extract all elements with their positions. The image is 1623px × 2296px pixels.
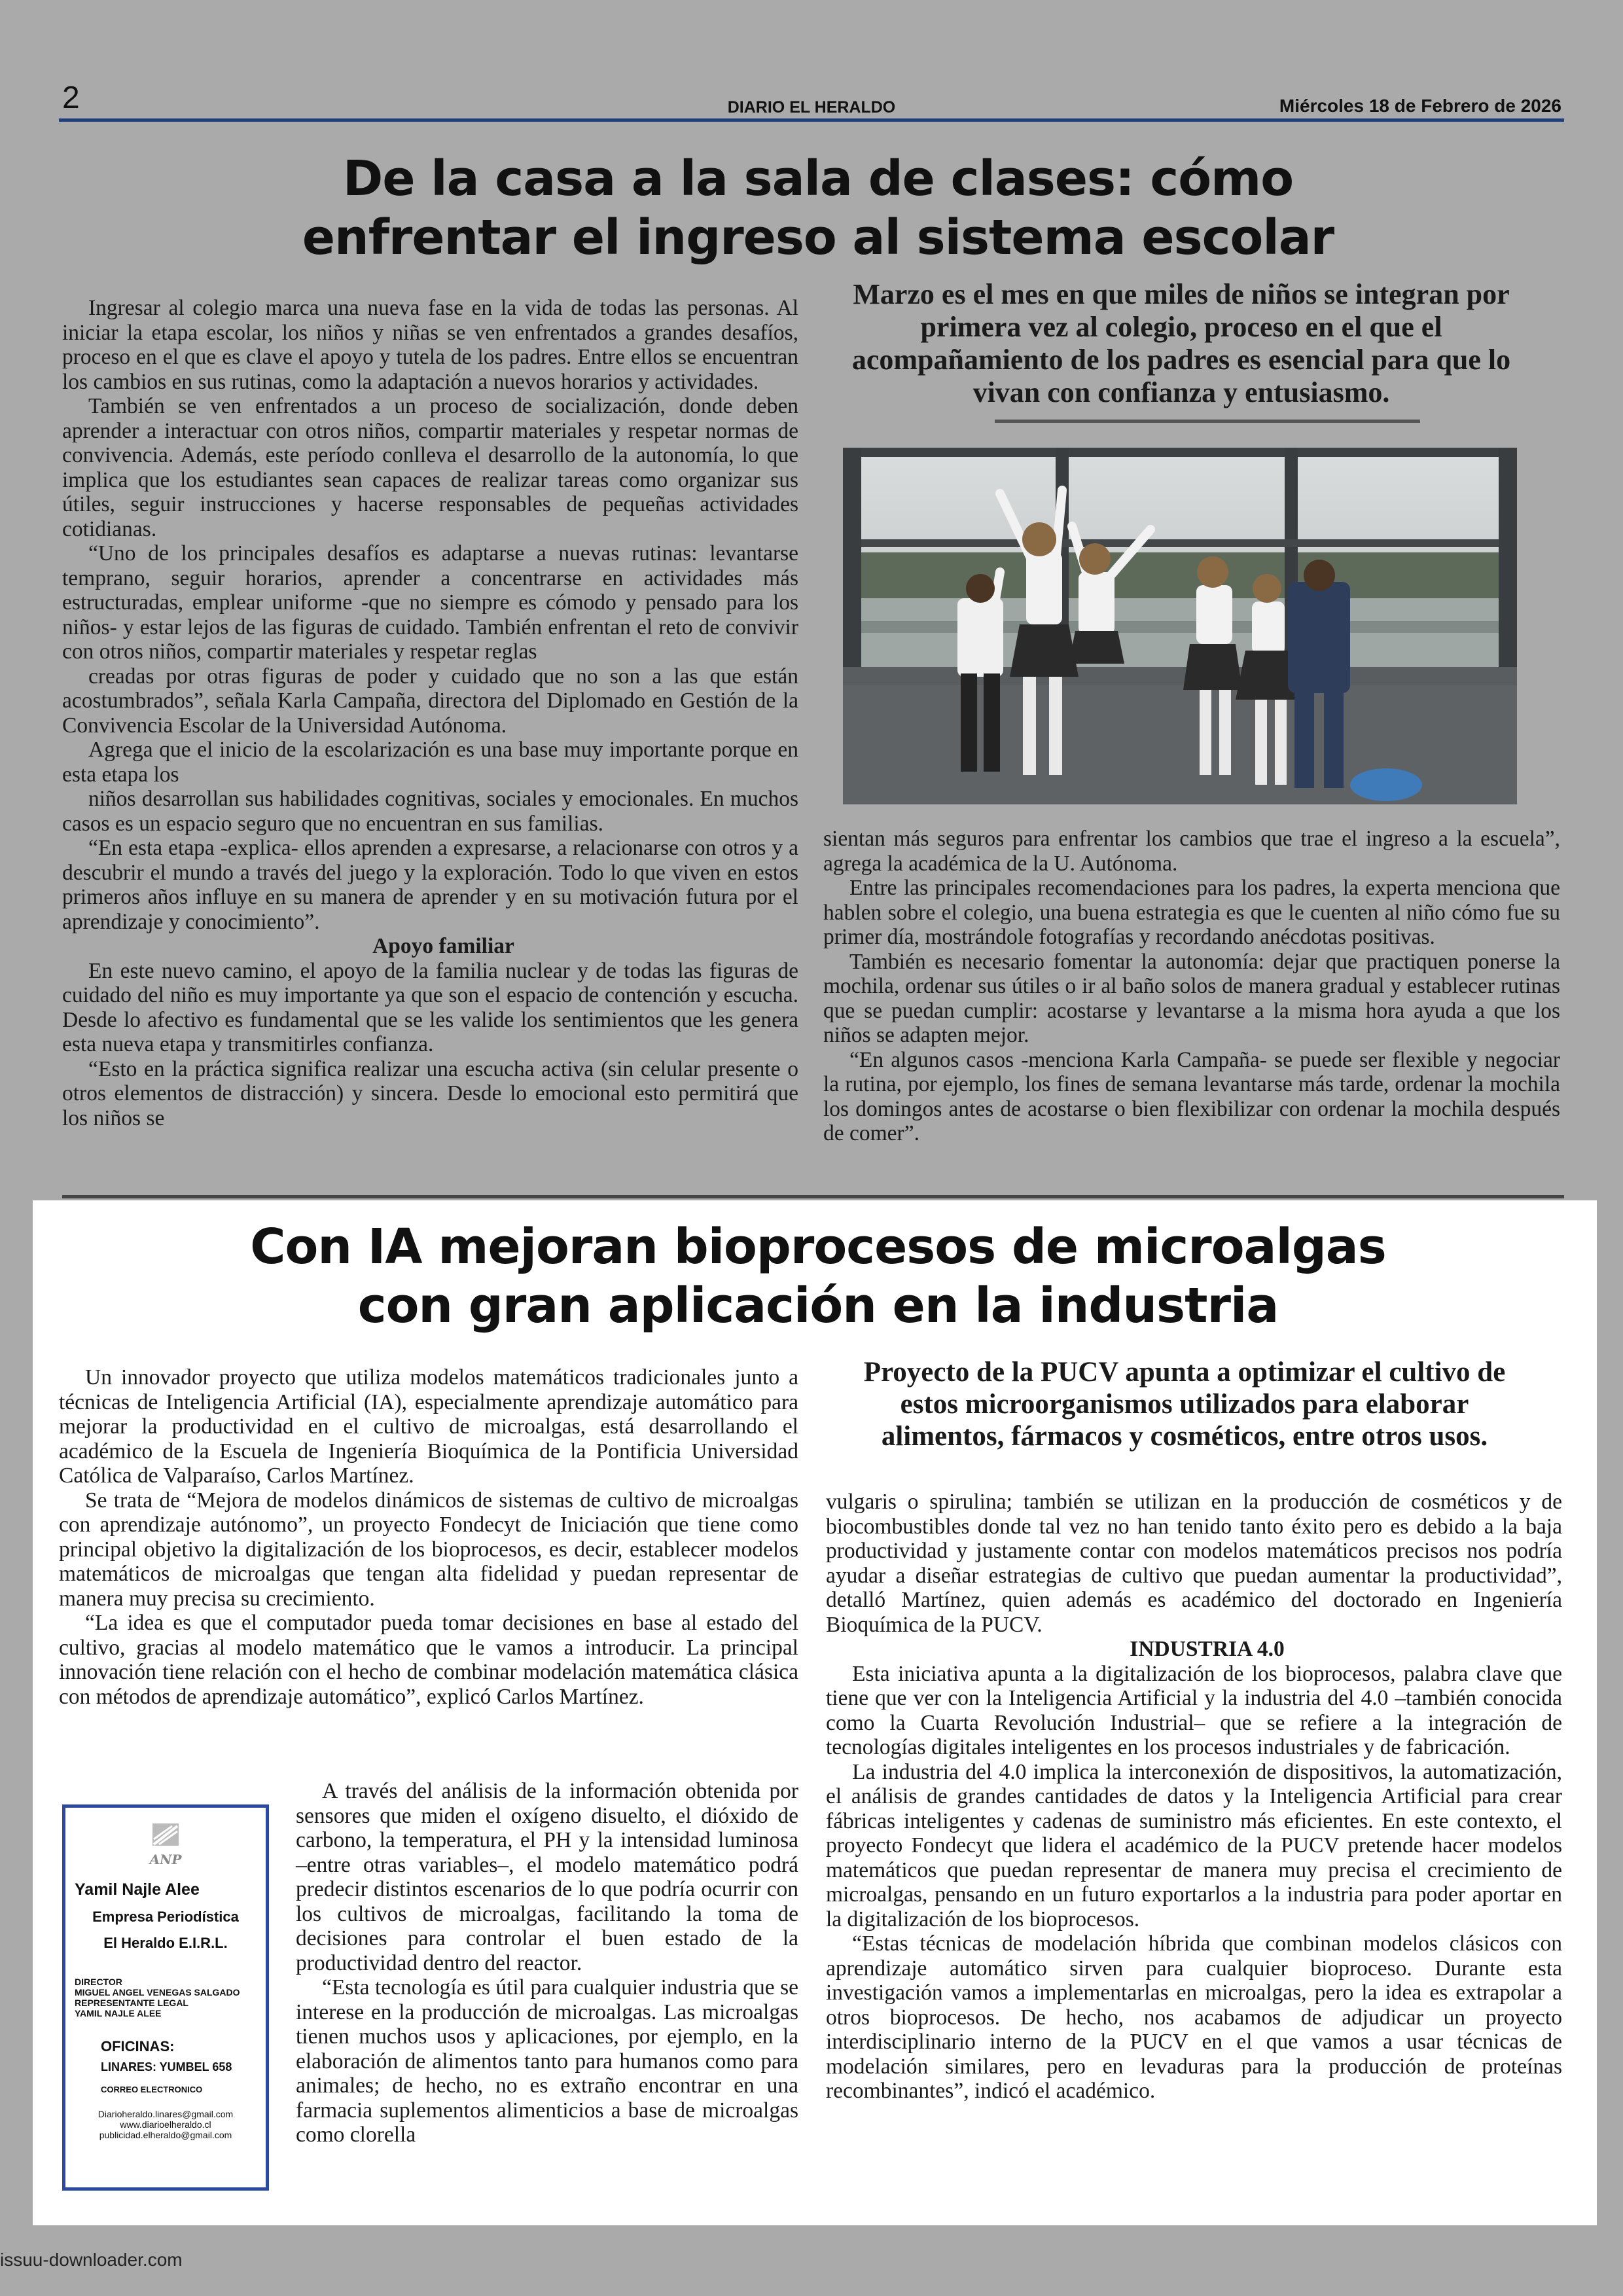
article1-headline-line1: De la casa a la sala de clases: cómo [342, 151, 1294, 207]
article1-paragraph: “Esto en la práctica significa realizar una escucha activa (sin celular presente o otros elementos de distracción) y sincera. Desde lo emocional esto permitirá que los niños se [62, 1056, 798, 1130]
article1-headline-line2: enfrentar el ingreso al sistema escolar [302, 209, 1334, 266]
offices-address: LINARES: YUMBEL 658 [101, 2060, 232, 2073]
page-number: 2 [62, 81, 80, 115]
article1-paragraph: “En algunos casos -menciona Karla Campaña- se puede ser flexible y negociar la rutina, por ejemplo, los fines de semana levantarse más tarde, ordenar la mochila los domingos antes de acostarse o bien flexibilizar con ordenar la mochila después de comer”. [823, 1047, 1560, 1145]
deck-divider [995, 420, 1420, 423]
article2-subhead: INDUSTRIA 4.0 [1130, 1637, 1285, 1661]
article2-headline-line1: Con IA mejoran bioprocesos de microalgas [250, 1219, 1386, 1275]
article2-headline [98, 1217, 1538, 1335]
masthead-website: www.diarioelheraldo.cl [120, 2119, 211, 2130]
issue-date: Miércoles 18 de Febrero de 2026 [1279, 96, 1561, 116]
article1-left-column [62, 296, 798, 1130]
article1-paragraph: “En esta etapa -explica- ellos aprenden a expresarse, a relacionarse con otros y a descubrir el mundo a través del juego y la exploración. Todo lo que viven en estos primeros años influye en su manera de aprender y en su motivación futura por el aprendizaje y conocimiento”. [62, 836, 798, 934]
article1-paragraph: creadas por otras figuras de poder y cuidado que no son a las que están acostumbrados”, señala Karla Campaña, directora del Diplomado en Gestión de la Convivencia Escolar de la Universidad Autónoma. [62, 664, 798, 738]
article1-paragraph: También es necesario fomentar la autonomía: dejar que practiquen ponerse la mochila, ordenar sus útiles o ir al baño solos de manera gradual y establecer rutinas que se puedan cumplir: acostarse y levantarse a la misma hora ayuda a que los niños se adapten mejor. [823, 949, 1560, 1047]
article2-headline-line2: con gran aplicación en la industria [357, 1278, 1279, 1334]
anp-logo-text: ANP [149, 1852, 182, 1867]
article2-paragraph: “Esta tecnología es útil para cualquier industria que se interese en la producción de microalgas. Las microalgas tienen muchos usos y aplicaciones, por ejemplo, en la elaboración de alimentos tanto para humanos como para animales; de hecho, no es extraño encontrar en una farmacia suplementos alimenticios a base de microalgas como clorella [296, 1975, 798, 2147]
article1-paragraph: Ingresar al colegio marca una nueva fase en la vida de todas las personas. Al iniciar la etapa escolar, los niños y niñas se ven enfrentados a grandes desafíos, proceso en el que es clave el apoyo y tutela de los padres. Entre ellos se encuentran los cambios en sus rutinas, como la adaptación a nuevos horarios y actividades. [62, 296, 798, 394]
article2-paragraph: Esta iniciativa apunta a la digitalización de los bioprocesos, palabra clave que tiene que ver con la Inteligencia Artificial y la industria del 4.0 –también conocida como la Cuarta Revolución Industrial– que se refiere a la integración de tecnologías digitales inteligentes en los procesos industriales y de fabricación. [826, 1661, 1562, 1759]
article2-middle-column [296, 1779, 798, 2147]
header-rule [59, 118, 1564, 122]
legal-rep-name: YAMIL NAJLE ALEE [75, 2008, 162, 2018]
anp-logo [75, 1821, 257, 1867]
director-label: DIRECTOR [75, 1977, 122, 1987]
legal-rep-label: REPRESENTANTE LEGAL [75, 1998, 188, 2008]
article2-paragraph: A través del análisis de la información obtenida por sensores que miden el oxígeno disuelto, el dióxido de carbono, la temperatura, el PH y la intensidad luminosa –entre otras variables–, el modelo matemático podrá predecir distintos escenarios de lo que podría ocurrir con los cultivos de microalgas, facilitando la toma de decisiones para controlar el buen estado de la productividad dentro del reactor. [296, 1779, 798, 1975]
email-label: CORREO ELECTRONICO [101, 2085, 203, 2094]
article1-paragraph: Entre las principales recomendaciones para los padres, la experta menciona que hablen sobre el colegio, una buena estrategia es que le cuenten al niño cómo fue su primer día, mostrándole fotografías y recordando anécdotas positivas. [823, 876, 1560, 949]
article1-paragraph: También se ven enfrentados a un proceso de socialización, donde deben aprender a interactuar con otros niños, compartir materiales y respetar normas de convivencia. Además, este período conlleva el desarrollo de la autonomía, lo que implica que los estudiantes sean capaces de realizar tareas como organizar sus útiles, seguir instrucciones y hacerse responsables de pequeñas actividades cotidianas. [62, 394, 798, 541]
masthead-company-line2: El Heraldo E.I.R.L. [103, 1935, 228, 1951]
masthead-email1: Diarioheraldo.linares@gmail.com [98, 2109, 234, 2119]
article2-left-column [59, 1365, 798, 1709]
masthead-box [62, 1804, 269, 2191]
article2-deck: Proyecto de la PUCV apunta a optimizar el cultivo de estos microorganismos utilizados para elaborar alimentos, fármacos y cosméticos, entre otros usos. [863, 1357, 1506, 1452]
offices-label: OFICINAS: [101, 2038, 175, 2054]
watermark-text: issuu-downloader.com [0, 2250, 183, 2270]
article1-paragraph: En este nuevo camino, el apoyo de la familia nuclear y de todas las figuras de cuidado del niño es muy importante ya que son el espacio de contención y escucha. Desde lo afectivo es fundamental que se les valide los sentimientos que les genera esta nueva etapa y transmitirles confianza. [62, 958, 798, 1056]
children-window-photo-art [843, 448, 1517, 804]
masthead-company-line1: Empresa Periodística [92, 1909, 239, 1925]
article-divider [62, 1195, 1564, 1198]
children-window-photo [843, 448, 1517, 804]
article2-paragraph: “Estas técnicas de modelación híbrida que combinan modelos clásicos con aprendizaje automático sirven para cualquier bioproceso. Durante esta investigación vamos a implementarlas en microalgas, pero la idea es extrapolar a otros bioprocesos. De hecho, nos acabamos de adjudicar un proyecto interdisciplinario interno de la PUCV en el que vamos a usar técnicas de modelación similares, pero en levaduras para la producción de proteínas recombinantes”, indicó el académico. [826, 1931, 1562, 2103]
article1-paragraph: Agrega que el inicio de la escolarización es una base muy importante porque en esta etapa los [62, 738, 798, 787]
article1-paragraph: sientan más seguros para enfrentar los cambios que trae el ingreso a la escuela”, agrega la académica de la U. Autónoma. [823, 827, 1560, 876]
article1-deck: Marzo es el mes en que miles de niños se integran por primera vez al colegio, proceso en el que el acompañamiento de los padres es esencial para que lo vivan con confianza y entusiasmo. [851, 278, 1511, 408]
article1-headline [98, 149, 1538, 267]
article2-right-column [826, 1490, 1562, 2104]
masthead-email2: publicidad.elheraldo@gmail.com [99, 2130, 232, 2140]
paper-name: DIARIO EL HERALDO [727, 98, 896, 117]
masthead-owner: Yamil Najle Alee [75, 1880, 200, 1899]
article1-subhead: Apoyo familiar [372, 934, 514, 958]
director-name: MIGUEL ANGEL VENEGAS SALGADO [75, 1987, 240, 1998]
article2-paragraph: vulgaris o spirulina; también se utilizan en la producción de cosméticos y de biocombustibles donde tal vez no han tenido tanto éxito pero es debido a la baja productividad y justamente contar con modelos matemáticos precisos nos podría ayudar a diseñar estrategias de cultivo que puedan aumentar la productividad”, detalló Martínez, quien además es académico del doctorado en Ingeniería Bioquímica de la PUCV. [826, 1490, 1562, 1637]
article1-paragraph: niños desarrollan sus habilidades cognitivas, sociales y emocionales. En muchos casos es un espacio seguro que no encuentran en sus familias. [62, 787, 798, 836]
article2-paragraph: Un innovador proyecto que utiliza modelos matemáticos tradicionales junto a técnicas de Inteligencia Artificial (IA), especialmente aprendizaje automático para mejorar la productividad en el cultivo de microalgas, está desarrollando el académico de la Escuela de Ingeniería Bioquímica de la Pontificia Universidad Católica de Valparaíso, Carlos Martínez. [59, 1365, 798, 1488]
article2-paragraph: La industria del 4.0 implica la interconexión de dispositivos, la automatización, el análisis de grandes cantidades de datos y la Inteligencia Artificial para crear fábricas inteligentes y cadenas de suministro más eficientes. En este contexto, el proyecto Fondecyt que lidera el académico de la PUCV pretende hacer modelos matemáticos que puedan representar de manera muy precisa el crecimiento de microalgas, pensando en un futuro exportarlos a la industria para poder aportar en la digitalización de los bioprocesos. [826, 1759, 1562, 1931]
anp-logo-icon [145, 1821, 187, 1852]
article1-right-column [823, 827, 1560, 1146]
article2-paragraph: Se trata de “Mejora de modelos dinámicos de sistemas de cultivo de microalgas con aprendizaje autónomo”, un proyecto Fondecyt de Iniciación que tiene como principal objetivo la digitalización de los bioprocesos, es decir, establecer modelos matemáticos de microalgas que tengan alta fidelidad y puedan representar de manera muy precisa su crecimiento. [59, 1488, 798, 1611]
article1-paragraph: “Uno de los principales desafíos es adaptarse a nuevas rutinas: levantarse temprano, seguir horarios, aprender a concentrarse en actividades más estructuradas, emplear uniforme -que no siempre es cómodo y pensado para los niños- y estar lejos de las figuras de cuidado. También enfrentan el reto de convivir con otros niños, compartir materiales y respetar reglas [62, 541, 798, 664]
article2-paragraph: “La idea es que el computador pueda tomar decisiones en base al estado del cultivo, gracias al modelo matemático que le vamos a introducir. La principal innovación tiene relación con el hecho de combinar modelación matemática clásica con métodos de aprendizaje automático”, explicó Carlos Martínez. [59, 1611, 798, 1709]
